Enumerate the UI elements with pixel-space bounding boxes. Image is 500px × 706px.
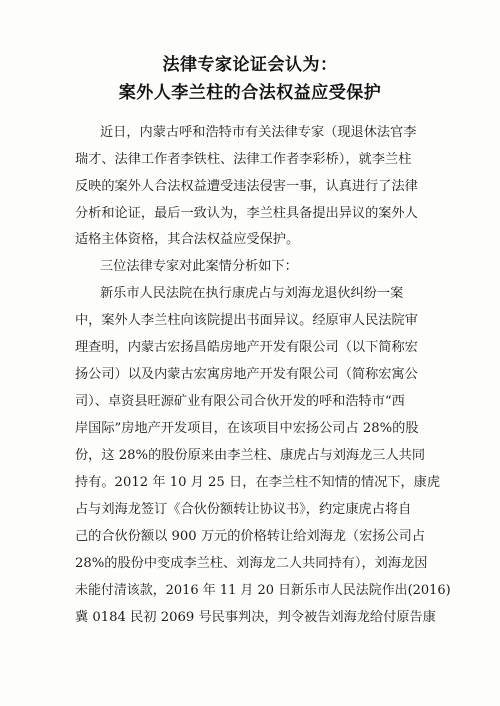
paragraph-line: 反映的案外人合法权益遭受违法侵害一事，认真进行了法律 xyxy=(75,179,418,194)
paragraph-line: 持有。2012 年 10 月 25 日，在李兰柱不知情的情况下，康虎 xyxy=(75,475,441,490)
paragraph-line: 适格主体资格，其合法权益应受保护。 xyxy=(75,232,300,247)
paragraph-line: 28%的股份中变成李兰柱、刘海龙二人共同持有），刘海龙因 xyxy=(75,556,428,571)
paragraph-line: 近日，内蒙古呼和浩特市有关法律专家（现退休法官李 xyxy=(100,125,417,140)
paragraph-line: 理查明，内蒙古宏扬昌皓房地产开发有限公司（以下简称宏 xyxy=(75,340,418,355)
paragraph-line: 新乐市人民法院在执行康虎占与刘海龙退伙纠纷一案 xyxy=(100,286,404,301)
paragraph-line: 占与刘海龙签订《合伙份额转让协议书》，约定康虎占将自 xyxy=(75,502,412,517)
paragraph-line: 中，案外人李兰柱向该院提出书面异议。经原审人民法院审 xyxy=(75,313,418,328)
title-line-2: 案外人李兰柱的合法权益应受保护 xyxy=(118,83,382,103)
paragraph-line: 瑞才、法律工作者李铁柱、法律工作者李彩桥），就李兰柱 xyxy=(75,152,412,167)
paragraph-line: 扬公司）以及内蒙古宏寓房地产开发有限公司（简称宏寓公 xyxy=(75,367,418,382)
paragraph-line: 分析和论证，最后一致认为，李兰柱具备提出异议的案外人 xyxy=(75,206,418,221)
paragraph-line: 三位法律专家对此案情分析如下： xyxy=(100,259,298,274)
paragraph-line: 己的合伙份额以 900 万元的价格转让给刘海龙（宏扬公司占 xyxy=(75,529,426,544)
paragraph-line: 司）、卓资县旺源矿业有限公司合伙开发的呼和浩特市“西 xyxy=(75,394,405,409)
paragraph-line: 岸国际”房地产开发项目，在该项目中宏扬公司占 28%的股 xyxy=(75,421,419,436)
paragraph-line: 冀 0184 民初 2069 号民事判决，判令被告刘海龙给付原告康 xyxy=(75,610,436,625)
title-line-1: 法律专家论证会认为： xyxy=(162,55,338,75)
paragraph-line: 份，这 28%的股份原来由李兰柱、康虎占与刘海龙三人共同 xyxy=(75,448,426,463)
paragraph-line: 未能付清该款，2016 年 11 月 20 日新乐市人民法院作出(2016) xyxy=(75,583,451,598)
